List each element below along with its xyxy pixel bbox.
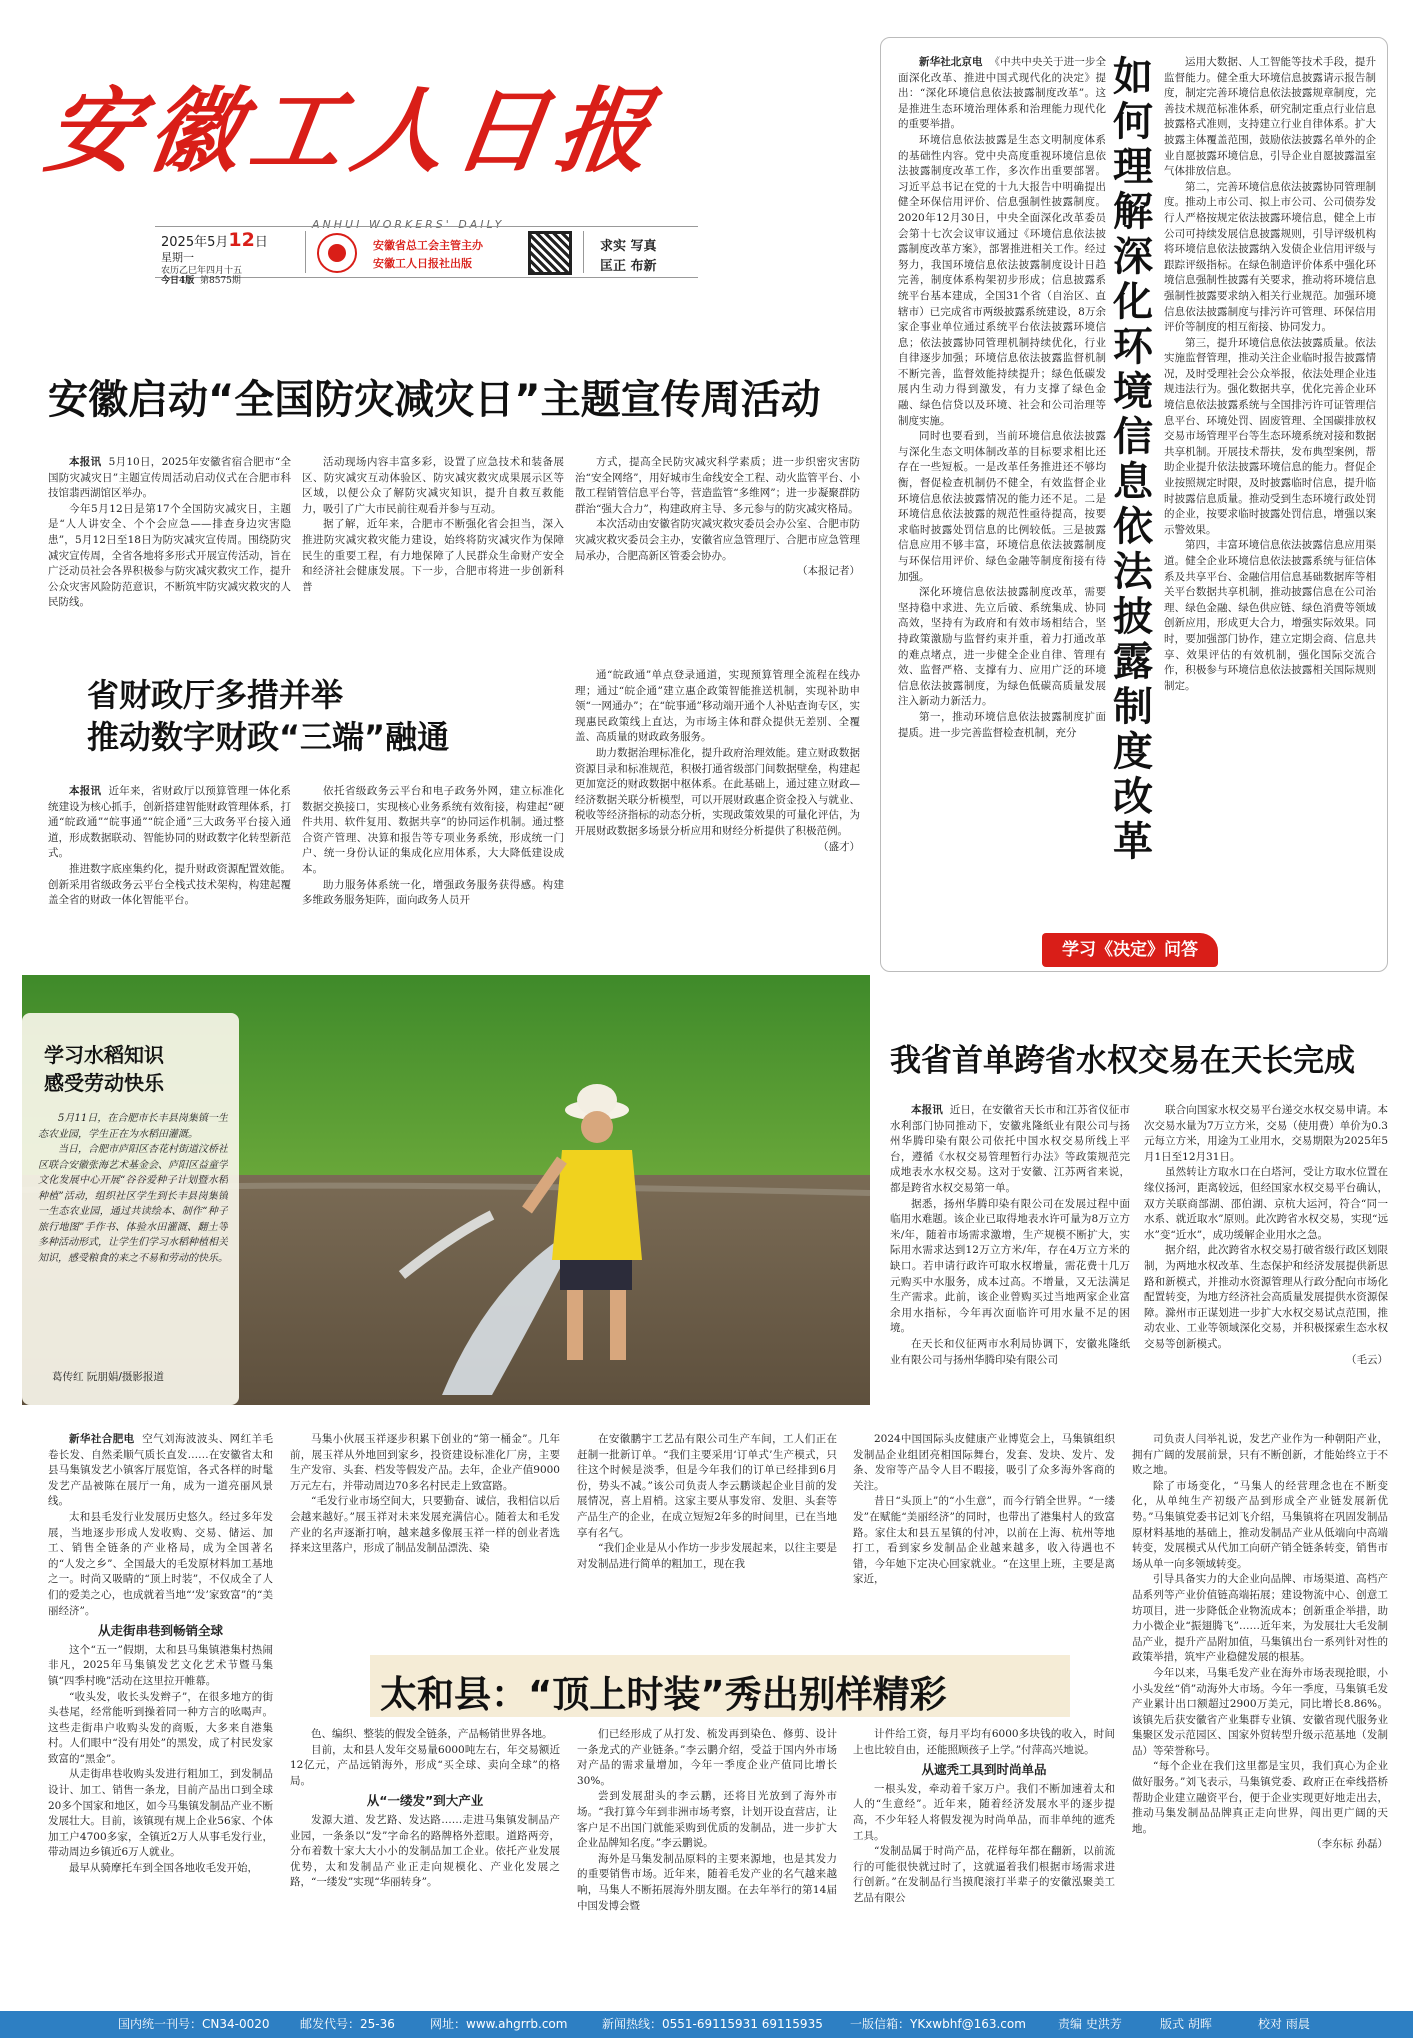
article5-col2a: 马集小伙展玉祥逐步积累下创业的“第一桶金”。几年前，展玉祥从外地回到家乡，投资建设标准化厂房，主要生产发帘、头套、档发等假发产品。去年，企业产值9000万元左右，并带动周边70多名村民走上致富路。 “毛发行业市场空间大，只要勤奋、诚信，我相信以后会越来越好。”展玉祥对未来发展充满信心。随着太和毛发产业的名声逐渐打响，越来越多像展玉祥一样的创业者选择来这里落户，形成了制品发制品漂洗、染 bbox=[290, 1433, 560, 1555]
motto-2: 匡正 布新 bbox=[600, 259, 657, 274]
article2-headline-1: 省财政厅多措并举 bbox=[87, 676, 344, 714]
article2-col3: 通“皖政通”单点登录通道，实现预算管理全流程在线办理；通过“皖企通”建立惠企政策智能推送机制，实现补助申领“一网通办”；在“皖事通”移动端开通个人补贴查询专区，实现惠民政策线上直达，为市场主体和群众提供无差别、全覆盖、高质量的财政政务服务。 助力数据治理标准化，提升政府治理效能。建立财政数据资源目录和标准规范，积极打通省级部门间数据壁垒，构建起更加宽泛的财政数据中枢体系。在此基础上，通过建立财政—经济数据关联分析模型，可以开展财政惠企资金投入与就业、税收等经济指标的动态分析，实现政策效果的可量化评估，为开展财政数据多场景分析应用和财经分析提供了积极范例。 （盛才） bbox=[575, 668, 860, 968]
issue-date: 2025年5月12日 bbox=[161, 229, 268, 251]
union-logo-icon bbox=[317, 233, 357, 273]
issue-day: 12 bbox=[228, 229, 255, 251]
footer-cn: 国内统一刊号：CN34-0020 bbox=[118, 2017, 270, 2031]
article5-subhead-2: 从“一缕发”到大产业 bbox=[366, 1793, 484, 1809]
lunar-date: 农历乙巳年四月十五 bbox=[161, 266, 243, 276]
learn-decision-tag: 学习《决定》问答 bbox=[1042, 933, 1218, 967]
masthead-title: 安徽工人日报 bbox=[39, 77, 667, 185]
sponsor-1: 安徽省总工会主管主办 bbox=[373, 239, 483, 252]
sponsor-2: 安徽工人日报社出版 bbox=[373, 257, 472, 270]
photo-caption-box bbox=[22, 1013, 239, 1405]
weekday: 星期一 bbox=[161, 251, 194, 264]
article2-col1: 本报讯 近年来，省财政厅以预算管理一体化系统建设为核心抓手，创新搭建智能财政管理体系，打通“皖政通”“皖事通”“皖企通”三大政务平台接入通道，形成数据联动、智能协同的财政数字化转型新范式。 推进数字底座集约化，提升财政资源配置效能。创新采用省级政务云平台全栈式技术架构，构建起覆盖全省的财政一体化智能平台。 bbox=[48, 785, 291, 907]
article2-headline-2: 推动数字财政“三端”融通 bbox=[87, 718, 450, 756]
footer-web[interactable]: 网址：www.ahgrrb.com bbox=[430, 2017, 568, 2031]
article1-col3: 方式，提高全民防灾减灾科学素质；进一步织密灾害防治“安全网络”，用好城市生命线安全工程、动火监管平台、小散工程销管信息平台等，营造监管“多维网”；进一步凝聚群防群治“强大合力”，构建政府主导、多元参与的防灾减灾格局。 本次活动由安徽省防灾减灾救灾委员会办公室、合肥市防灾减灾救灾委员会主办，安徽省应急管理厅、合肥市应急管理局承办，合肥高新区管委会协办。 （本报记者） bbox=[575, 455, 860, 623]
article5-subhead-3: 从遮秃工具到时尚单品 bbox=[921, 1762, 1047, 1778]
article5-headline-banner bbox=[370, 1655, 1070, 1717]
article1-col1: 本报讯 5月10日，2025年安徽省宿合肥市“全国防灾减灾日”主题宣传周活动启动仪式在合肥市科技馆翡西湖馆区举办。 今年5月12日是第17个全国防灾减灾日，主题是“人人讲安全、个个会应急——排查身边灾害隐患”，5月12日至18日为防灾减灾宣传周。围绕防灾减灾宣传周，全省各地将多形式开展宣传活动，旨在广泛动员社会各界积极参与防灾减灾救灾工作，提升公众灾害风险防范意识，不断筑牢防灾减灾救灾的人民防线。 bbox=[48, 456, 291, 609]
article4-col1: 本报讯 近日，在安徽省天长市和江苏省仪征市水利部门协同推动下，安徽兆隆纸业有限公司与扬州华腾印染有限公司依托中国水权交易所线上平台，遵循《水权交易管理暂行办法》等政策规范完成地表水水权交易。这对于安徽、江苏两省来说，都是跨省水权交易第一单。 据悉，扬州华腾印染有限公司在发展过程中面临用水难题。该企业已取得地表水许可量为8万立方米/年，随着市场需求激增，生产规模不断扩大，实际用水需求达到12万立方米/年，存在4万立方米的缺口。若申请行政许可取水权增量，需花费十几万元购买中水服务，成本过高。不增量，又无法满足生产需求。此前，该企业曾购买过当地两家企业富余用水指标，今年再次面临许可用水量不足的困境。 在天长和仪征两市水利局协调下，安徽兆隆纸业有限公司与扬州华腾印染有限公司 bbox=[890, 1104, 1130, 1366]
article5-author: （李东标 孙磊） bbox=[1311, 1838, 1388, 1851]
masthead-infobar bbox=[155, 226, 698, 286]
article5-col4b: 计件给工资，每月平均有6000多块钱的收入，时间上也比较自由，还能照顾孩子上学。”付萍高兴地说。 从遮秃工具到时尚单品 一根头发，牵动着千家万户。我们不断加速着太和人的“生意经”。近年来，随着经济发展水平的逐步提高，不少年轻人将假发视为时尚单品，而非单纯的遮秃工具。 “发制品属于时尚产品，花样每年都在翻新，以前流行的可能很快就过时了，这就逼着我们根据市场需求进行创新。”在发制品行当摸爬滚打半辈子的安徽泓聚美工艺品有限公 bbox=[853, 1728, 1115, 1904]
footer-bar bbox=[0, 2011, 1413, 2038]
article5-col2b: 色、编织、整装的假发全链条，产品畅销世界各地。 目前，太和县人发年交易量6000吨左右，年交易额近12亿元，产品远销海外，形成“买全球、卖向全球”的格局。 从“一缕发”到大产业 发源大道、发艺路、发达路……走进马集镇发制品产业园，一条条以“发”字命名的路牌格外惹眼。道路两旁，分布着数十家大大小小的发制品加工企业。依托产业发展优势，太和发制品产业正走向规模化、产业化发展之路，“一缕发”实现“华丽转身”。 bbox=[290, 1728, 560, 1889]
article4-author: （毛云） bbox=[1346, 1353, 1388, 1366]
article5-subhead-1: 从走街串巷到畅销全球 bbox=[97, 1623, 223, 1639]
article4-headline: 我省首单跨省水权交易在天长完成 bbox=[890, 1043, 1355, 1079]
footer-hotline: 新闻热线：0551-69115931 69115935 bbox=[602, 2017, 823, 2031]
caption-title-1: 学习水稻知识 bbox=[44, 1043, 164, 1067]
article5-col5: 司负责人闫举礼说，发艺产业作为一种朝阳产业，拥有广阔的发展前景，只有不断创新，才能始终立于不败之地。 除了市场变化，“马集人的经营理念也在不断变化，从单纯生产初级产品到形成全产业链发展新优势。”马集镇党委书记刘飞介绍，马集镇将在巩固发制品原材料基地的基础上，推动发制品产业从低端向中高端转变，发展模式从代加工向研产销全链条转变，销售市场从单一向多领域转变。 引导具备实力的大企业向品牌、市场渠道、高档产品系列等产业价值链高端拓展；建设物流中心、创意工坊项目，进一步降低企业物流成本；创新重企举措，助力小微企业“振翅腾飞”……近年来，为发展壮大毛发制品产业，提升产品附加值，马集镇出台一系列针对性的政策举措，筑牢产业稳健发展的根基。 今年以来，马集毛发产业在海外市场表现抢眼，小小头发丝“俏”动海外大市场。今年一季度，马集镇毛发产业累计出口额超过2900万美元，同比增长8.86%。该镇先后获安徽省产业集群专业镇、安徽省现代服务业集聚区发示范园区、国家外贸转型升级示范基地（发制品）等荣誉称号。 “每个企业在我们这里都是宝贝，我们真心为企业做好服务。”刘飞表示，马集镇党委、政府正在牵线搭桥帮助企业建立融资平台，便于企业实现更好地走出去，推动马集发制品品牌真正走向世界，闯出更广阔的天地。 （李东标 孙磊） bbox=[1132, 1432, 1388, 2002]
qr-code-icon[interactable] bbox=[528, 231, 572, 275]
caption-title-2: 感受劳动快乐 bbox=[44, 1071, 164, 1095]
footer-email[interactable]: 一版信箱：YKxwbhf@163.com bbox=[850, 2017, 1026, 2031]
article5-headline: 太和县：“顶上时装”秀出别样精彩 bbox=[380, 1673, 947, 1716]
footer-layout: 版式 胡晖 bbox=[1160, 2017, 1212, 2031]
article2-author: （盛才） bbox=[818, 840, 860, 853]
footer-editor: 责编 史洪芳 bbox=[1058, 2017, 1122, 2031]
article1-headline: 安徽启动“全国防灾减灾日”主题宣传周活动 bbox=[48, 377, 821, 423]
article3-col2: 运用大数据、人工智能等技术手段，提升监督能力。健全重大环境信息披露请示报告制度，制定完善环境信息依法披露规章制度，完善技术规范标准体系，研究制定重点行业信息披露格式准则，支持建立行业自律体系。扩大披露主体覆盖范围，鼓励依法披露名单外的企业自愿披露环境信息，引导企业自愿披露温室气体排放信息。 第二，完善环境信息依法披露协同管理制度。推动上市公司、拟上市公司、公司债券发行人严格按规定依法披露环境信息，健全上市公司可持续发展信息披露规则，引导评级机构将环境信息依法披露纳入发债企业信用评级与跟踪评级指标。在绿色制造评价体系中强化环境信息强制性披露有关要求，推动将环境信息强制性披露要求纳入相关行业规范。加强环境信息依法披露制度与排污许可管理、环保信用评价等制度的相互衔接、协同发力。 第三，提升环境信息依法披露质量。依法实施监督管理，推动关注企业临时报告披露情况，及时受理社会公众举报，依法处理企业违规违法行为。强化数据共享，优化完善企业环境信息依法披露系统与全国排污许可证管理信息平台、环境处罚、固废管理、全国碳排放权交易市场管理平台等生态环境系统对接和数据共享机制。开展技术帮扶，发布典型案例，帮助企业提升依法披露环境信息的能力。督促企业按照规定时限，及时披露临时信息，提升临时披露信息质量。推动受到生态环境行政处罚的企业，按要求临时披露处罚信息，增强以案示警效果。 第四，丰富环境信息依法披露信息应用渠道。健全企业环境信息依法披露系统与征信体系及共享平台、金融信用信息基础数据库等相关平台数据共享机制，推动披露信息在公司治理、绿色金融、绿色供应链、绿色消费等领域创新应用，形成更大合力，增强实际效果。同时，要加强部门协作，建立定期会商、信息共享、效果评估的有效机制，强化国际交流合作，积极参与环境信息依法披露相关国际规则制定。 bbox=[1164, 56, 1376, 692]
article3-headline: 如何理解深化环境信息依法披露制度改革 bbox=[1113, 54, 1153, 865]
caption-credit: 葛传红 阮朋娟/摄影报道 bbox=[52, 1371, 164, 1383]
footer-proof: 校对 雨晨 bbox=[1258, 2017, 1310, 2031]
masthead-english: ANHUI WORKERS' DAILY bbox=[312, 218, 505, 231]
caption-text: 5月11日，在合肥市长丰县岗集镇一生态农业园，学生正在为水稻田灌溉。 当日，合肥市庐阳区杏花村街道汶桥社区联合安徽张海艺术基金会、庐阳区益童学文化发展中心开展“谷谷爱种子计划暨水稻种植”活动，组织社区学生到长丰县岗集镇一生态农业园，通过共读绘本、制作“种子旅行地图”手作书、体验水田灌溉、翻土等多种活动形式，让学生们学习水稻种植相关知识，感受粮食的来之不易和劳动的快乐。 bbox=[38, 1113, 228, 1264]
article5-col3a: 在安徽鹏宇工艺品有限公司生产车间，工人们正在赶制一批新订单。“我们主要采用‘订单式’生产模式，只往这个时候是淡季，但是今年我们的订单已经排到6月份，势头不减。”该公司负责人李云鹏谈起企业目前的发展情况，喜上眉梢。这家主要从事发帘、发胆、头套等产品生产的企业，在成立短短2年多的时间里，已在当地享有名气。 “我们企业是从小作坊一步步发展起来，以往主要是对发制品进行简单的粗加工，现在我 bbox=[577, 1433, 837, 1570]
article1-col2: 活动现场内容丰富多彩，设置了应急技术和装备展区、防灾减灾互动体验区、防灾减灾救灾成果展示区等区域，以便公众了解防灾减灾知识，提升自救互救能力，吸引了广大市民前往观看并参与互动。 据了解，近年来，合肥市不断强化省会担当，深入推进防灾减灾救灾能力建设，始终将防灾减灾作为保障民生的重要工程，有力地保障了人民群众生命财产安全和经济社会健康发展。下一步，合肥市将进一步创新科普 bbox=[302, 456, 564, 593]
article5-col1: 新华社合肥电 空气刘海波波头、网红羊毛卷长发、自然柔顺气质长直发……在安徽省太和县马集镇发艺小镇客厅展览馆，各式各样的时髦发艺产品被陈在展厅一角，成为一道亮丽风景线。 太和县毛发行业发展历史悠久。经过多年发展，当地逐步形成人发收购、交易、储运、加工、销售全链条的产业格局，成为全国著名的“人发之乡”、全国最大的毛发原材料加工基地之一。时尚又吸睛的“顶上时装”，不仅成全了人们的爱美之心，也成就着当地“‘发’家致富”的“美丽经济”。 从走街串巷到畅销全球 这个“五一”假期，太和县马集镇港集村热闹非凡，2025年马集镇发艺文化艺术节暨马集镇“四季村晚”活动在这里拉开帷幕。 “收头发，收长头发辫子”，在很多地方的街头巷尾，经常能听到操着同一种方言的吆喝声。这些走街串户收购头发的商贩，大多来自港集村。人们眼中“没有用处”的黑发，成了村民发家致富的“黑金”。 从走街串巷收购头发进行粗加工，到发制品设计、加工、销售一条龙，目前产品出口到全球20多个国家和地区，如今马集镇发制品产业不断发展壮大。目前，该镇现有规上企业56家、个体加工户4700多家，全镇近2万人从事毛发行业，带动周边乡镇近6万人就业。 最早从骑摩托车到全国各地收毛发开始， bbox=[48, 1433, 273, 1875]
article1-author: （本报记者） bbox=[797, 565, 860, 578]
issue-meta: 今日4版 第8575期 bbox=[161, 276, 241, 286]
article5-col3b: 们已经形成了从打发、梳发再到染色、修剪、设计一条龙式的产业链条。”李云鹏介绍，受益于国内外市场对产品的需求量增加，今年一季度企业产值同比增长30%。 尝到发展甜头的李云鹏，还将目光放到了海外市场。“我打算今年到非洲市场考察，计划开设直营店，让客户足不出国门就能采购到优质的发制品，进一步扩大企业品牌知名度。”李云鹏说。 海外是马集发制品原料的主要来源地，也是其发力的重要销售市场。近年来，随着毛发产业的名气越来越响，马集人不断拓展海外朋友圈。在去年举行的第14届中国发博会暨 bbox=[577, 1728, 837, 1912]
article5-col4a: 2024中国国际头皮健康产业博览会上，马集镇组织发制品企业组团亮相国际舞台，发套、发块、发片、发条、发帘等产品令人目不暇接，吸引了众多海外客商的关注。 昔日“头顶上”的“小生意”，而今行销全世界。“一缕发”在赋能“美丽经济”的同时，也带出了港集村人的致富路。家住太和县五星镇的付冲，以前在上海、杭州等地打工，看到家乡发制品企业越来越多，收入待遇也不错，今年她下定决心回家就业。“在这里上班，主要是离家近， bbox=[853, 1433, 1115, 1586]
footer-post: 邮发代号：25-36 bbox=[300, 2017, 395, 2031]
motto-1: 求实 写真 bbox=[600, 239, 657, 254]
article2-col2: 依托省级政务云平台和电子政务外网，建立标准化数据交换接口，实现核心业务系统有效衔接，构建起“硬件共用、软件复用、数据共享”的协同运作机制。通过整合资产管理、决算和报告等专项业务系统，形成统一门户、统一身份认证的集成化应用体系，大大降低建设成本。 助力服务体系统一化，增强政务服务获得感。构建多维政务服务矩阵，面向政务人员开 bbox=[302, 785, 564, 907]
article4-col2: 联合向国家水权交易平台递交水权交易申请。本次交易水量为7万立方米，交易（使用费）单价为0.3元每立方米，用途为工业用水，交易期限为2025年5月1日至12月31日。 虽然转让方取水口在白塔河，受让方取水位置在缘仪扬河，距离较远，但经国家水权交易平台确认，双方关联商部湖、邵伯湖、京杭大运河，符合“同一水系、就近取水”原则。此次跨省水权交易，实现“远水”变“近水”，成功缓解企业用水之急。 据介绍，此次跨省水权交易打破省级行政区划限制，为两地水权改革、生态保护和经济发展提供新思路和新模式，并推动水资源管理从行政分配向市场化配置转变，为地方经济社会高质量发展提供水资源保障。滁州市正谋划进一步扩大水权交易试点范围，推动农业、工业等领域深化交易，并积极探索生态水权交易等创新模式。 （毛云） bbox=[1144, 1103, 1388, 1408]
article3-col1: 新华社北京电 《中共中央关于进一步全面深化改革、推进中国式现代化的决定》提出：“深化环境信息依法披露制度改革”。这是推进生态环境治理体系和治理能力现代化的重要举措。 环境信息依法披露是生态文明制度体系的基础性内容。党中央高度重视环境信息依法披露制度改革工作，多次作出重要部署。习近平总书记在党的十九大报告中明确提出健全环保信用评价、信息强制性披露制度。2020年12月30日，中央全面深化改革委员会第十七次会议审议通过《环境信息依法披露制度改革方案》，部署推进相关工作。经过努力，我国环境信息依法披露制度设计日趋完善，制度体系构架初步形成；信息披露系统平台基本建成，全国31个省（自治区、直辖市）已完成省市两级披露系统建设，8万余家企事业单位通过系统平台依法披露环境信息；依法披露协同管理机制持续优化，行业自律逐步加强；环境信息依法披露监督机制不断完善，监督效能持续提升；绿色低碳发展内生动力得到激发，有力支撑了绿色金融、绿色信贷以及环境、社会和公司治理等制度实施。 同时也要看到，当前环境信息依法披露与深化生态文明体制改革的目标要求相比还存在一些短板。一是改革任务推进还不够均衡，督促检查机制仍不健全，有效监督企业环境信息依法披露情况的能力还不足。二是环境信息依法披露的规范性亟待提高，按要求临时披露处罚信息的比例较低。三是披露信息应用不够丰富，环境信息依法披露制度与环保信用评价、绿色金融等制度衔接有待加强。 深化环境信息依法披露制度改革，需要坚持稳中求进、先立后破、系统集成、协同高效，坚持有为政府和有效市场相结合，坚持政策激励与监督约束并重，着力打通改革的难点堵点，进一步健全企业自律、管理有效、监督严格、支撑有力、应用广泛的环境信息依法披露制度，为绿色低碳高质量发展注入新动力新活力。 第一，推动环境信息依法披露制度扩面提质。进一步完善监督检查机制，充分 bbox=[898, 56, 1106, 739]
